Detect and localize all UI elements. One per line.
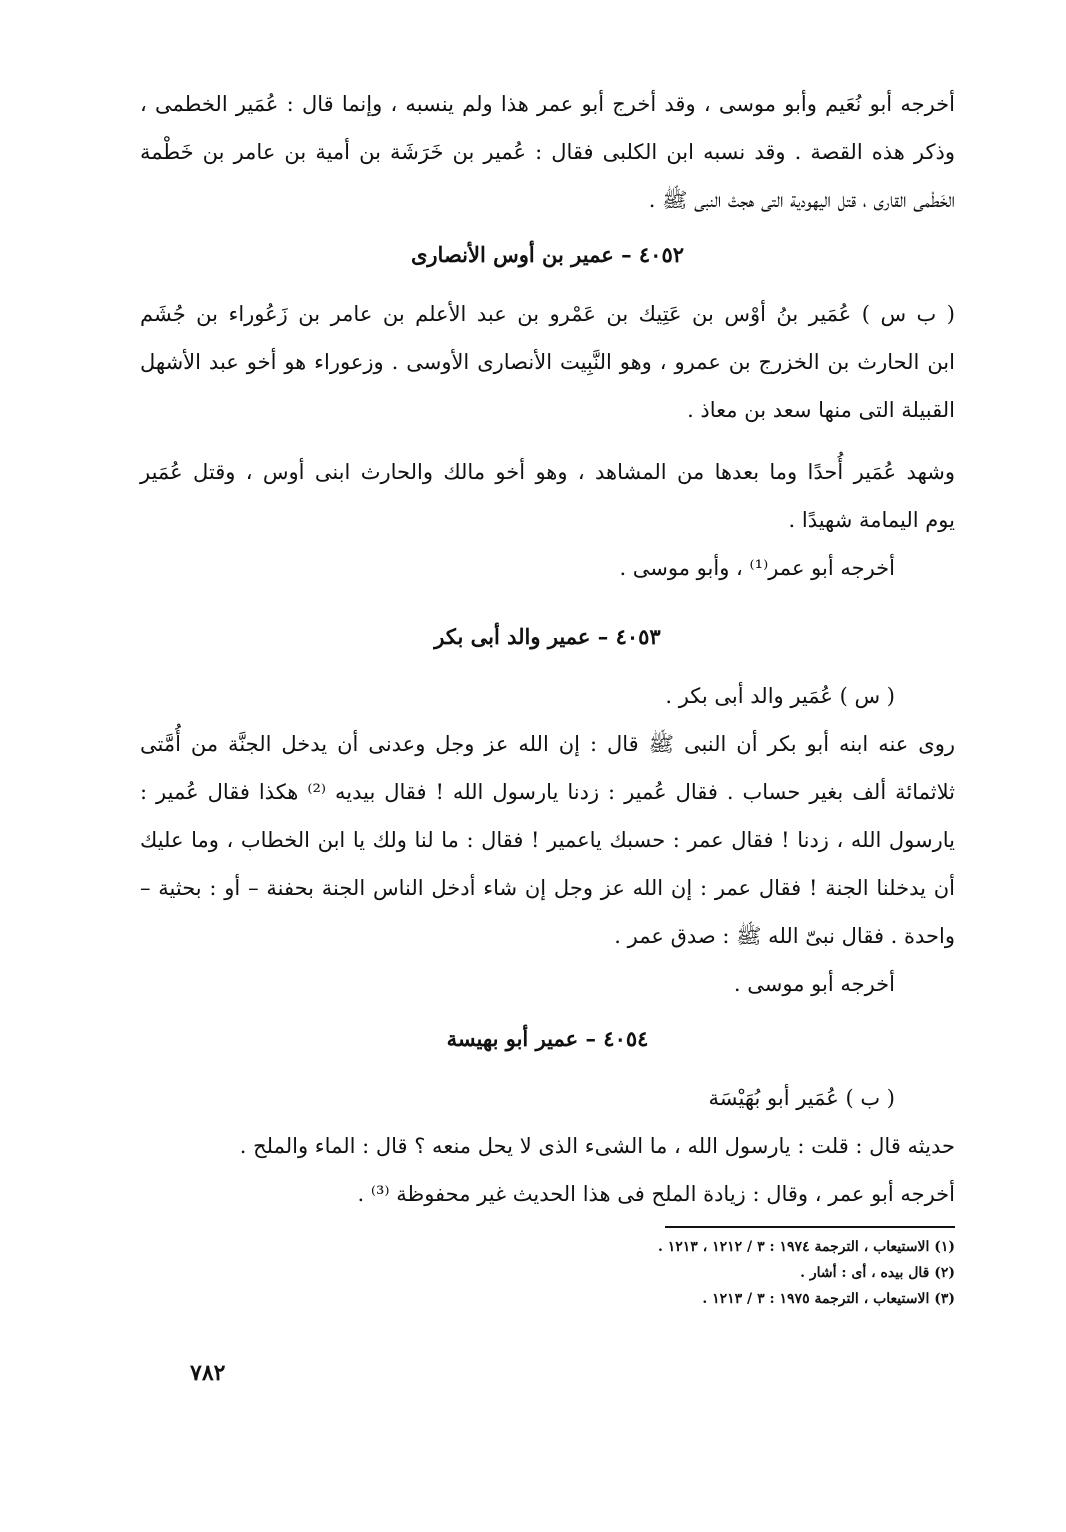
text-line: الخَطْمى القارى ، قتل اليهودية التى هجتْ النبى ﷺ .	[648, 188, 955, 212]
footnote-2: (٢) قال بيده ، أى : أشار .	[800, 1265, 955, 1281]
entry-4053-paragraph	[140, 720, 955, 960]
entry-4053-title-line: ( س ) عُمَير والد أبى بكر .	[665, 684, 895, 708]
entry-4052-paragraph-1	[140, 290, 955, 434]
page-number: ٧٨٢	[190, 1360, 226, 1386]
text-line: أخرجه أبو نُعَيم وأبو موسى ، وقد أخرج أبو عمر هذا ولم ينسبه ، وإنما قال : عُمَير الخطمى ،	[140, 92, 955, 116]
text-line: وشهد عُمَير أُحدًا وما بعدها من المشاهد ، وهو أخو مالك والحارث ابنى أوس ، وقتل عُمَير	[140, 460, 955, 484]
intro-paragraph	[140, 80, 955, 224]
footnote-3: (٣) الاستيعاب ، الترجمة ١٩٧٥ : ٣ / ١٢١٣ .	[702, 1291, 955, 1307]
entry-4053-source: أخرجه أبو موسى .	[733, 972, 895, 996]
text-line: ( ب س ) عُمَير بنُ أوْس بن عَتِيك بن عَمْرو بن عبد الأعلم بن عامر بن زَعُوراء بن جُشَم	[140, 302, 955, 326]
entry-heading-4052: ٤٠٥٢ – عمير بن أوس الأنصارى	[410, 242, 685, 267]
entry-4052-paragraph-2	[140, 448, 955, 544]
footnote-divider	[665, 1226, 955, 1228]
text-line: ثلاثمائة ألف بغير حساب . فقال عُمير : زدنا يارسول الله ! فقال بيديه ⁽²⁾ هكذا فقال عُمير :	[140, 780, 955, 804]
text-line: يوم اليمامة شهيدًا .	[788, 508, 955, 532]
footnotes	[140, 1234, 955, 1312]
entry-4054-paragraph: حديثه قال : قلت : يارسول الله ، ما الشىء الذى لا يحل منعه ؟ قال : الماء والملح .	[239, 1134, 955, 1158]
entry-4052-source: أخرجه أبو عمر⁽¹⁾ ، وأبو موسى .	[619, 556, 895, 580]
text-line: ابن الحارث بن الخزرج بن عمرو ، وهو النَّبِيت الأنصارى الأوسى . وزعوراء هو أخو عبد الأشهل	[140, 350, 955, 374]
text-line: القبيلة التى منها سعد بن معاذ .	[687, 398, 955, 422]
text-line: روى عنه ابنه أبو بكر أن النبى ﷺ قال : إن الله عز وجل وعدنى أن يدخل الجنَّة من أُمَّتى	[140, 732, 955, 756]
entry-heading-4054: ٤٠٥٤ – عمير أبو بهيسة	[446, 1026, 649, 1051]
page-body	[140, 80, 955, 1312]
text-line: أن يدخلنا الجنة ! فقال عمر : إن الله عز وجل إن شاء أدخل الناس الجنة بحفنة – أو : بحثية –	[140, 876, 955, 900]
text-line: يارسول الله ، زدنا ! فقال عمر : حسبك ياعمير ! فقال : ما لنا ولك يا ابن الخطاب ، وما عليك	[140, 828, 955, 852]
entry-4054-title-line: ( ب ) عُمَير أبو بُهَيْسَة	[708, 1086, 895, 1110]
text-line: وذكر هذه القصة . وقد نسبه ابن الكلبى فقال : عُمير بن خَرَشَة بن أمية بن عامر بن خَطْمة	[140, 140, 955, 164]
text-line: واحدة . فقال نبىّ الله ﷺ : صدق عمر .	[614, 924, 955, 948]
footnote-1: (١) الاستيعاب ، الترجمة ١٩٧٤ : ٣ / ١٢١٢ ، ١٢١٣ .	[658, 1239, 955, 1255]
entry-heading-4053: ٤٠٥٣ – عمير والد أبى بكر	[434, 624, 661, 649]
entry-4054-source: أخرجه أبو عمر ، وقال : زيادة الملح فى هذا الحديث غير محفوظة ⁽³⁾ .	[357, 1182, 955, 1206]
